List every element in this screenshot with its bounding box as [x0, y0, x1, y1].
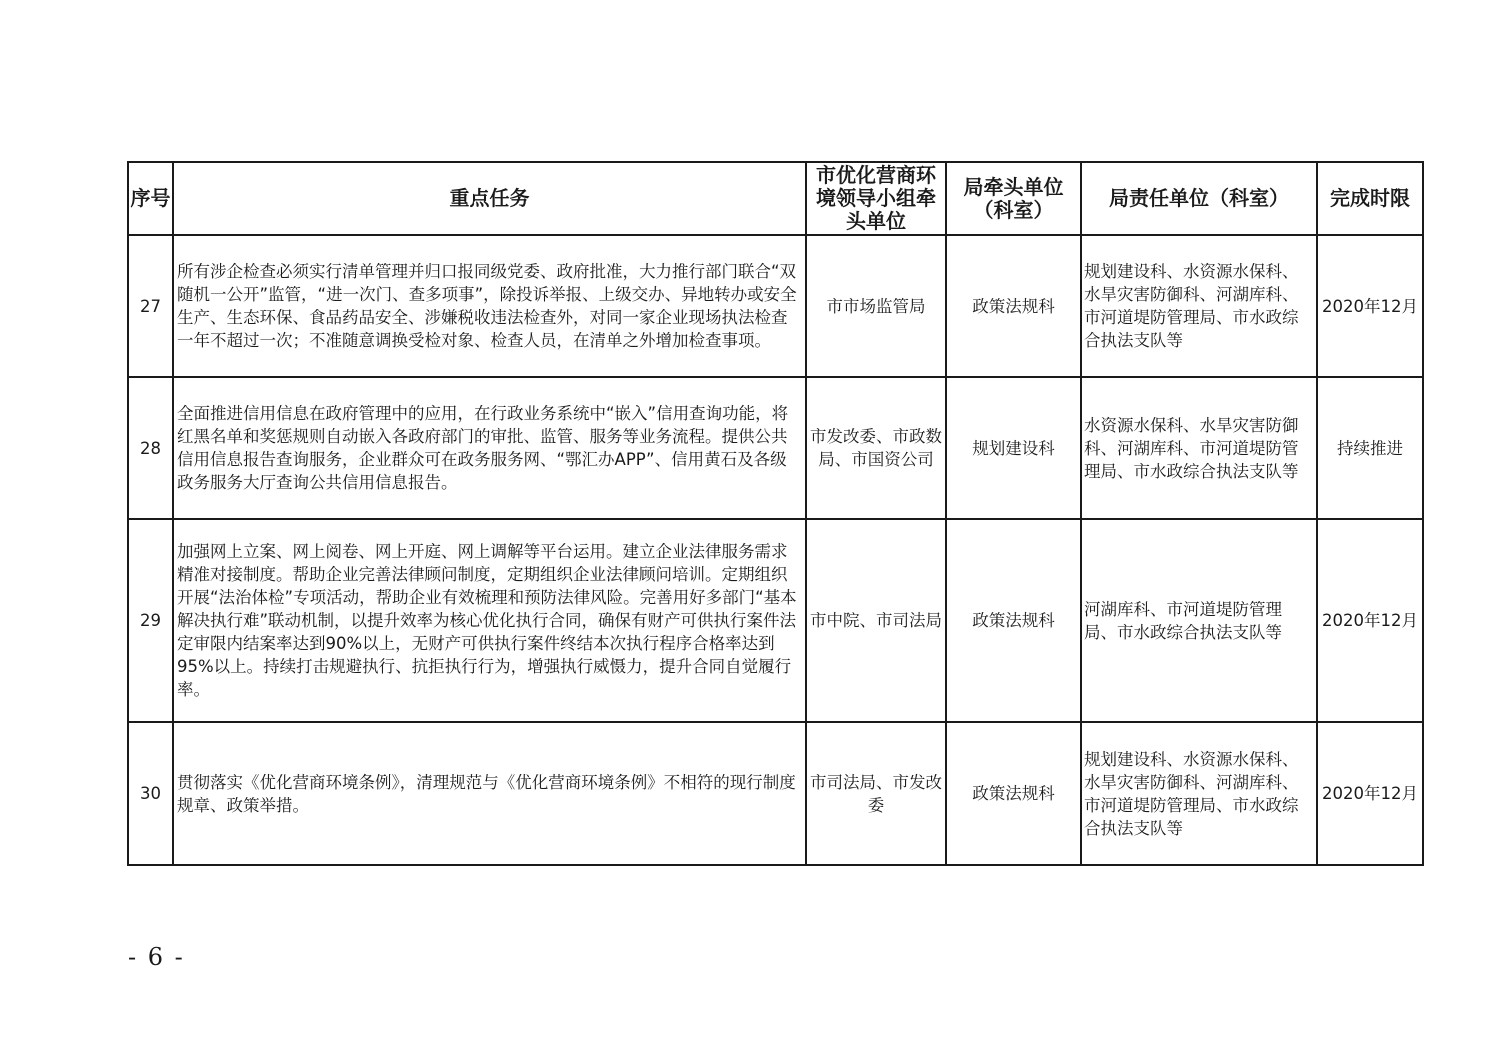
row-task: 所有涉企检查必须实行清单管理并归口报同级党委、政府批准，大力推行部门联合“双随机一公开”监管，“进一次门、查多项事”，除投诉举报、上级交办、异地转办或安全生产、生态环保、食品药品安全、涉嫌税收违法检查外，对同一家企业现场执法检查一年不超过一次；不准随意调换受检对象、检查人员，在清单之外增加检查事项。 — [173, 235, 806, 377]
row-deadline: 持续推进 — [1317, 377, 1423, 519]
header-bureau: 局牵头单位（科室） — [946, 162, 1081, 235]
row-lead-unit: 市发改委、市政数局、市国资公司 — [806, 377, 946, 519]
row-lead-unit: 市司法局、市发改委 — [806, 722, 946, 865]
table-row — [128, 377, 1423, 519]
row-bureau-lead: 政策法规科 — [946, 722, 1081, 865]
table-row — [128, 519, 1423, 722]
table-row — [128, 235, 1423, 377]
row-lead-unit: 市市场监管局 — [806, 235, 946, 377]
row-task: 全面推进信用信息在政府管理中的应用，在行政业务系统中“嵌入”信用查询功能，将红黑名单和奖惩规则自动嵌入各政府部门的审批、监管、服务等业务流程。提供公共信用信息报告查询服务，企业群众可在政务服务网、“鄂汇办APP”、信用黄石及各级政务服务大厅查询公共信用信息报告。 — [173, 377, 806, 519]
row-number: 27 — [128, 235, 173, 377]
row-number: 29 — [128, 519, 173, 722]
row-bureau-lead: 政策法规科 — [946, 519, 1081, 722]
row-bureau-lead: 政策法规科 — [946, 235, 1081, 377]
header-resp: 局责任单位（科室） — [1081, 162, 1317, 235]
row-responsible-units: 规划建设科、水资源水保科、水旱灾害防御科、河湖库科、市河道堤防管理局、市水政综合执法支队等 — [1081, 235, 1317, 377]
header-deadline: 完成时限 — [1317, 162, 1423, 235]
row-responsible-units: 水资源水保科、水旱灾害防御科、河湖库科、市河道堤防管理局、市水政综合执法支队等 — [1081, 377, 1317, 519]
row-responsible-units: 河湖库科、市河道堤防管理局、市水政综合执法支队等 — [1081, 519, 1317, 722]
table-row — [128, 722, 1423, 865]
table-header-row — [128, 162, 1423, 235]
row-bureau-lead: 规划建设科 — [946, 377, 1081, 519]
row-lead-unit: 市中院、市司法局 — [806, 519, 946, 722]
row-task: 贯彻落实《优化营商环境条例》，清理规范与《优化营商环境条例》不相符的现行制度规章、政策举措。 — [173, 722, 806, 865]
row-task: 加强网上立案、网上阅卷、网上开庭、网上调解等平台运用。建立企业法律服务需求精准对接制度。帮助企业完善法律顾问制度，定期组织企业法律顾问培训。定期组织开展“法治体检”专项活动，帮助企业有效梳理和预防法律风险。完善用好多部门“基本解决执行难”联动机制，以提升效率为核心优化执行合同，确保有财产可供执行案件法定审限内结案率达到90%以上，无财产可供执行案件终结本次执行程序合格率达到95%以上。持续打击规避执行、抗拒执行行为，增强执行威慑力，提升合同自觉履行率。 — [173, 519, 806, 722]
row-deadline: 2020年12月 — [1317, 722, 1423, 865]
page-number: - 6 - — [128, 943, 185, 971]
row-responsible-units: 规划建设科、水资源水保科、水旱灾害防御科、河湖库科、市河道堤防管理局、市水政综合执法支队等 — [1081, 722, 1317, 865]
header-num: 序号 — [128, 162, 173, 235]
header-task: 重点任务 — [173, 162, 806, 235]
header-lead: 市优化营商环境领导小组牵头单位 — [806, 162, 946, 235]
row-number: 30 — [128, 722, 173, 865]
row-deadline: 2020年12月 — [1317, 235, 1423, 377]
row-deadline: 2020年12月 — [1317, 519, 1423, 722]
row-number: 28 — [128, 377, 173, 519]
task-table — [127, 161, 1424, 866]
